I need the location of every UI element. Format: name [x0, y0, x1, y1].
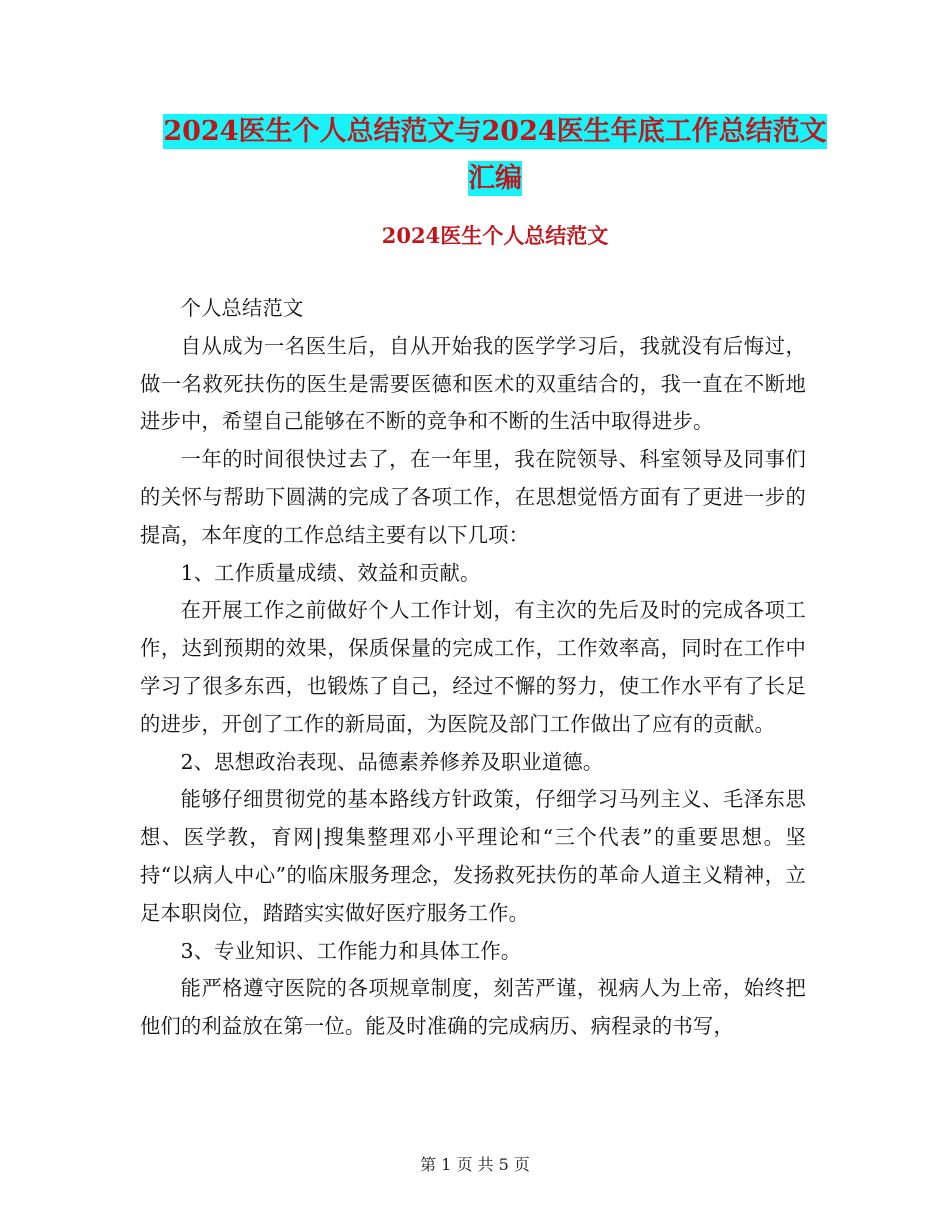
paragraph-heading: 3、专业知识、工作能力和具体工作。: [180, 938, 522, 963]
paragraph: 个人总结范文: [180, 296, 304, 320]
paragraph: 能够仔细贯彻党的基本路线方针政策，仔细学习马列主义、毛泽东思想、医学教，育网|搜集整理邓小平理论和“三个代表”的重要思想。坚持“以病人中心”的临床服务理念，发扬救死扶伤的革命人道主义精神，立足本职岗位，踏踏实实做好医疗服务工作。: [140, 787, 806, 925]
paragraph: 在开展工作之前做好个人工作计划，有主次的先后及时的完成各项工作，达到预期的效果，保质保量的完成工作，工作效率高，同时在工作中学习了很多东西，也锻炼了自己，经过不懈的努力，使工作水平有了长足的进步，开创了工作的新局面，为医院及部门工作做出了应有的贡献。: [140, 598, 806, 736]
page-footer: 第 1 页 共 5 页: [420, 1155, 530, 1174]
document-title: [140, 108, 850, 202]
paragraph-heading: 2、思想政治表现、品德素养修养及职业道德。: [180, 749, 604, 774]
paragraph: 能严格遵守医院的各项规章制度，刻苦严谨，视病人为上帝，始终把他们的利益放在第一位。能及时准确的完成病历、病程录的书写，: [140, 976, 806, 1039]
paragraph: 一年的时间很快过去了，在一年里，我在院领导、科室领导及同事们的关怀与帮助下圆满的完成了各项工作，在思想觉悟方面有了更进一步的提高，本年度的工作总结主要有以下几项：: [140, 447, 806, 547]
paragraph-heading: 1、工作质量成绩、效益和贡献。: [180, 560, 481, 585]
section-title: 2024医生个人总结范文: [381, 223, 609, 248]
document-body: [140, 290, 806, 1046]
document-title-line1: 2024医生个人总结范文与2024医生年底工作总结范文: [163, 116, 827, 147]
document-title-line2: 汇编: [468, 163, 522, 194]
paragraph: 自从成为一名医生后，自从开始我的医学学习后，我就没有后悔过，做一名救死扶伤的医生是需要医德和医术的双重结合的，我一直在不断地进步中，希望自己能够在不断的竞争和不断的生活中取得进步。: [140, 333, 806, 434]
